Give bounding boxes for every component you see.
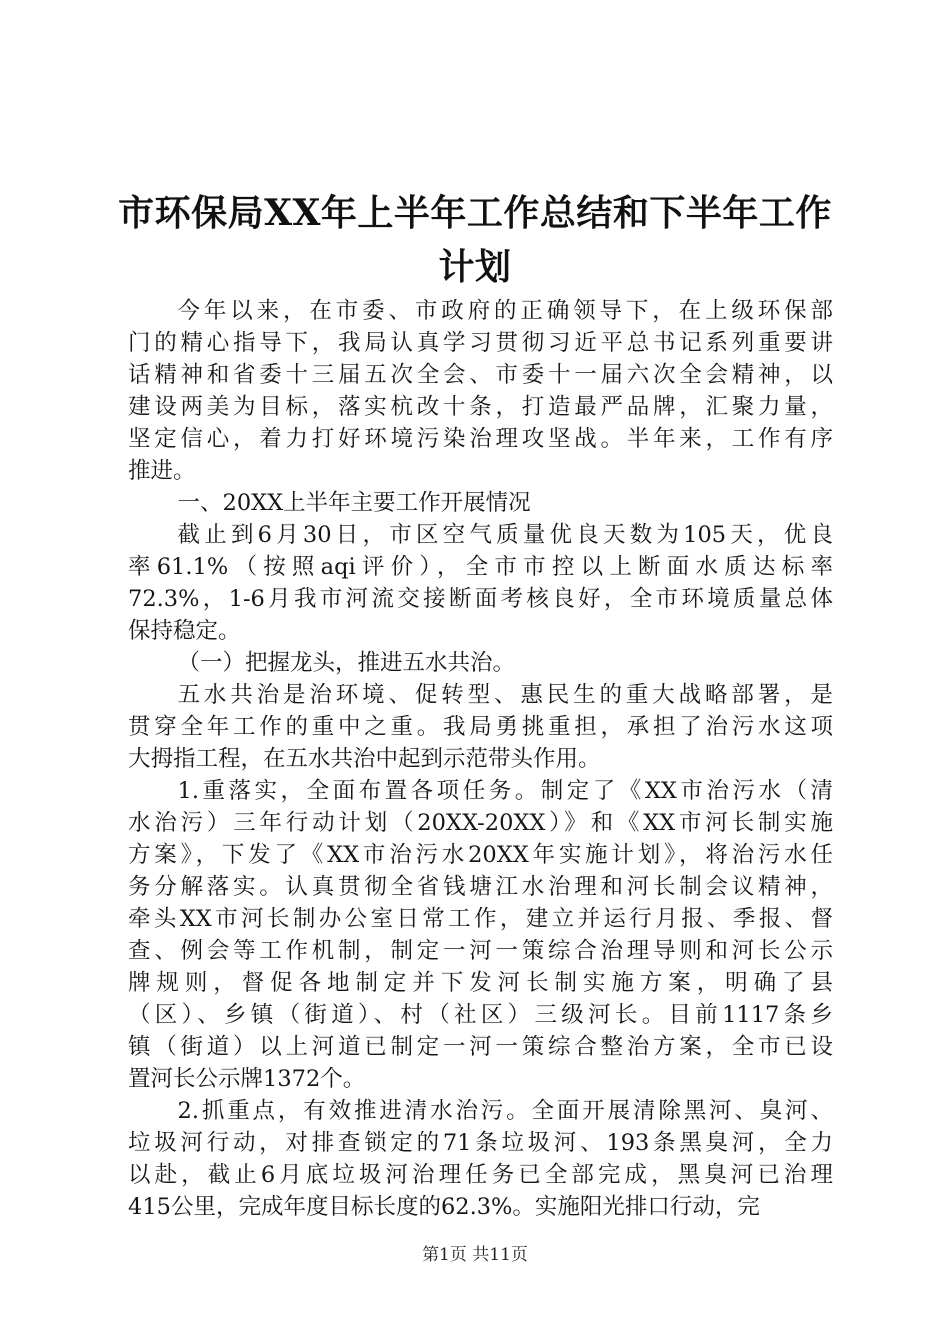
text-line: （区）、乡镇（街道）、村（社区）三级河长。目前1117条乡 <box>128 1002 833 1028</box>
text-line: 五水共治是治环境、促转型、惠民生的重大战略部署，是 <box>177 682 833 708</box>
text-line: 保持稳定。 <box>128 618 241 644</box>
paragraph <box>128 775 833 1095</box>
paragraph <box>128 487 833 519</box>
paragraph <box>128 295 833 487</box>
text-line: 牵头XX市河长制办公室日常工作，建立并运行月报、季报、督 <box>128 906 833 932</box>
text-line: 推进。 <box>128 458 196 484</box>
text-line: 务分解落实。认真贯彻全省钱塘江水治理和河长制会议精神， <box>128 874 833 900</box>
document-body <box>128 295 833 1223</box>
document-title <box>100 186 850 294</box>
text-line: 415公里，完成年度目标长度的62.3%。实施阳光排口行动，完 <box>128 1194 760 1220</box>
text-line: 镇（街道）以上河道已制定一河一策综合整治方案，全市已设 <box>128 1034 833 1060</box>
page-footer: 第1页 共11页 <box>422 1245 528 1265</box>
paragraph <box>128 647 833 679</box>
text-line: 方案》，下发了《XX市治污水20XX年实施计划》，将治污水任 <box>128 842 833 868</box>
text-line: 话精神和省委十三届五次全会、市委十一届六次全会精神，以 <box>128 362 833 388</box>
text-line: 一、20XX上半年主要工作开展情况 <box>177 490 531 516</box>
text-line: 大拇指工程，在五水共治中起到示范带头作用。 <box>128 746 601 772</box>
text-line: 以赴，截止6月底垃圾河治理任务已全部完成，黑臭河已治理 <box>128 1162 833 1188</box>
paragraph <box>128 1095 833 1223</box>
text-line: 1.重落实，全面布置各项任务。制定了《XX市治污水（清 <box>177 778 833 804</box>
text-line: 72.3%，1-6月我市河流交接断面考核良好，全市环境质量总体 <box>128 586 833 612</box>
text-line: 水治污）三年行动计划（20XX-20XX）》和《XX市河长制实施 <box>128 810 833 836</box>
title-line: 计划 <box>438 246 512 288</box>
text-line: 今年以来，在市委、市政府的正确领导下，在上级环保部 <box>177 298 833 324</box>
text-line: 贯穿全年工作的重中之重。我局勇挑重担，承担了治污水这项 <box>128 714 833 740</box>
text-line: 2.抓重点，有效推进清水治污。全面开展清除黑河、臭河、 <box>177 1098 833 1124</box>
text-line: 查、例会等工作机制，制定一河一策综合治理导则和河长公示 <box>128 938 833 964</box>
text-line: 截止到6月30日，市区空气质量优良天数为105天，优良 <box>177 522 833 548</box>
paragraph <box>128 679 833 775</box>
text-line: 门的精心指导下，我局认真学习贯彻习近平总书记系列重要讲 <box>128 330 833 356</box>
paragraph <box>128 519 833 647</box>
text-line: （一）把握龙头，推进五水共治。 <box>177 650 516 676</box>
title-line: 市环保局XX年上半年工作总结和下半年工作 <box>118 192 832 234</box>
text-line: 垃圾河行动，对排查锁定的71条垃圾河、193条黑臭河，全力 <box>128 1130 833 1156</box>
text-line: 建设两美为目标，落实杭改十条，打造最严品牌，汇聚力量， <box>128 394 833 420</box>
text-line: 率61.1%（按照aqi评价），全市市控以上断面水质达标率 <box>128 554 833 580</box>
text-line: 牌规则，督促各地制定并下发河长制实施方案，明确了县 <box>128 970 833 996</box>
text-line: 置河长公示牌1372个。 <box>128 1066 366 1092</box>
text-line: 坚定信心，着力打好环境污染治理攻坚战。半年来，工作有序 <box>128 426 833 452</box>
